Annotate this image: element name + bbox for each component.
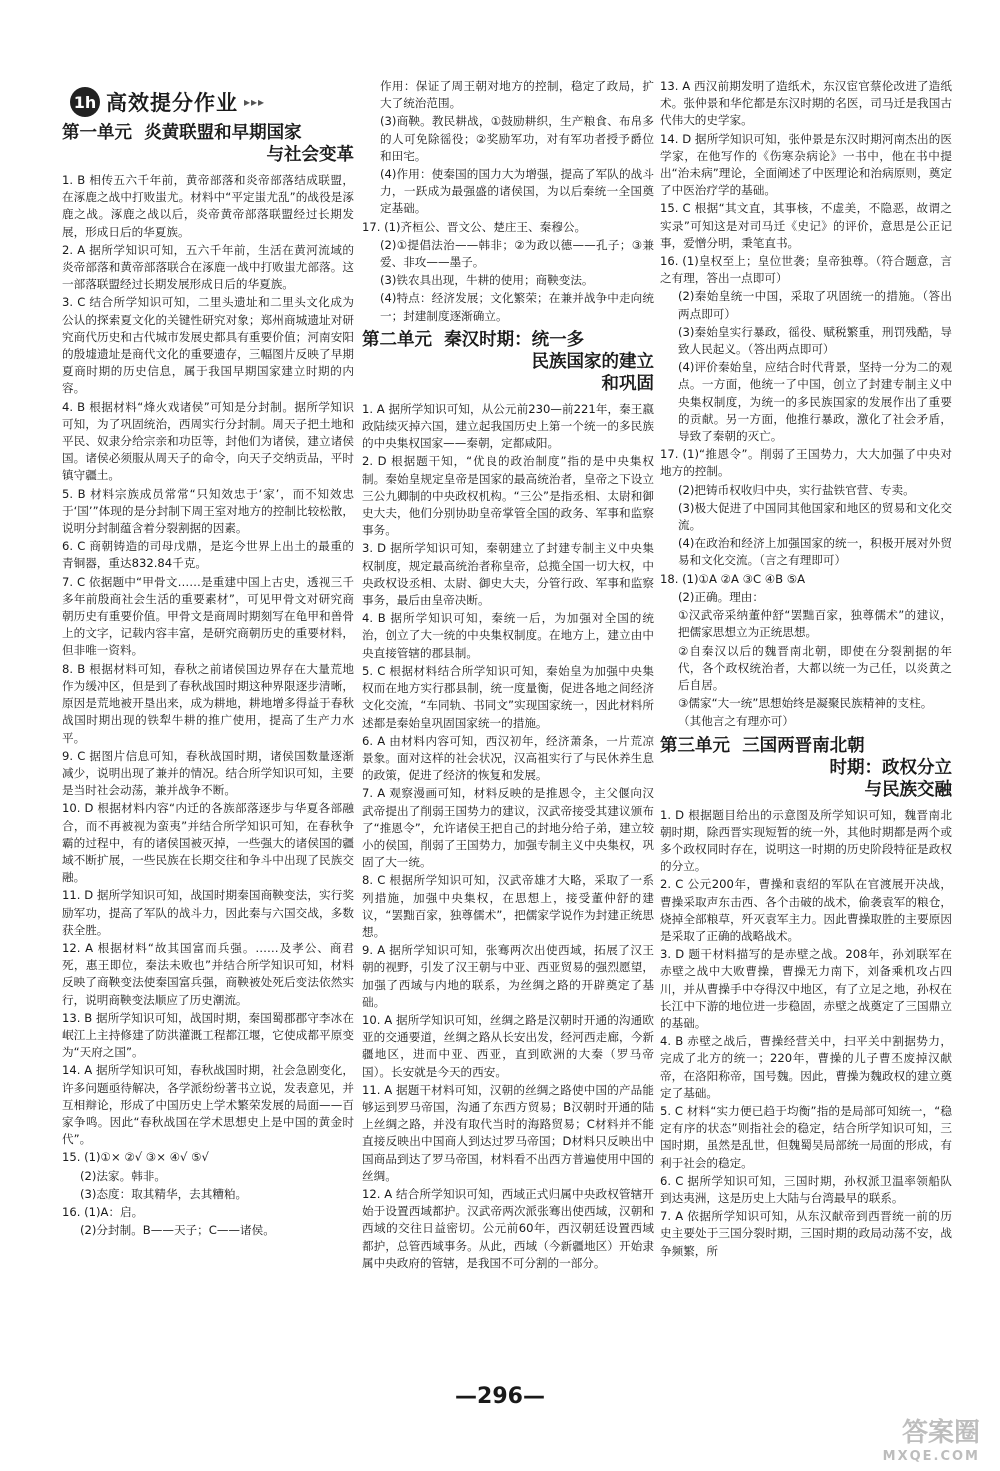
answer-item: (3)态度：取其精华，去其糟粕。 [80,1186,248,1201]
answer-item: 12. A 根据材料“故其国富而兵强。……及孝公、商君死，惠王即位，秦法未败也”并结合所学知识可知，材料反映了商鞅变法使秦国富兵强，商鞅被处死后变法依然实行，说明商鞅变法顺应了历史潮流。 [62,940,354,1007]
answer-item: (3)秦始皇实行暴政，徭役、赋税繁重，刑罚残酷，导致人民起义。（答出两点即可） [678,324,952,357]
answer-item: 作用：保证了周王朝对地方的控制，稳定了政局，扩大了统治范围。 [380,79,654,111]
answer-item: ②自秦汉以后的魏晋南北朝，即使在分裂割据的年代，各个政权统治者，大都以统一为己任，以炎黄之后自居。 [678,643,952,692]
answer-item: 18. (1)①A ②A ③C ④B ⑤A [660,571,806,586]
answer-item: 17. (1)齐桓公、晋文公、楚庄王、秦穆公。 [362,219,587,234]
answer-item: 17. (1)“推恩令”。削弱了王国势力，大大加强了中央对地方的控制。 [660,447,952,479]
answer-item: (4)评价秦始皇，应结合时代背景，坚持一分为二的观点。一方面，他统一了中国，创立了封建专制主义中央集权制度，为统一的多民族国家的发展作出了重要的贡献。另一方面，他推行暴政，激化了社会矛盾，导致了秦朝的灭亡。 [678,360,952,444]
answer-item: 4. B 根据材料“烽火戏诸侯”可知是分封制。据所学知识可知，为了巩固统治，西周实行分封制。周天子把土地和平民、奴隶分给宗亲和功臣等，封他们为诸侯，建立诸侯国。诸侯必须服从周天子的命令，向天子交纳贡品，平时镇守疆土。 [62,399,354,483]
answer-item: 4. B 据所学知识可知，秦统一后，为加强对全国的统治，创立了大一统的中央集权制度。在地方上，建立由中央直接管辖的郡县制。 [362,611,654,660]
answer-item: 6. C 据所学知识可知，三国时期，孙权派卫温率领船队到达夷洲，这是历史上大陆与台湾最早的联系。 [660,1173,952,1205]
answer-item: 10. A 据所学知识可知，丝绸之路是汉朝时开通的沟通欧亚的交通要道，丝绸之路从长安出发，经河西走廊，今新疆地区，进而中亚、西亚，直到欧洲的大秦（罗马帝国）。长安就是今天的西安。 [362,1012,654,1079]
answer-item: 11. D 据所学知识可知，战国时期秦国商鞅变法，实行奖励军功，提高了军队的战斗力，因此秦与六国交战，多数获全胜。 [62,888,354,937]
answer-item: 6. C 商朝铸造的司母戊鼎，是迄今世界上出土的最重的青铜器，重达832.84千克。 [62,539,354,571]
answer-item: (3)铁农具出现，牛耕的使用；商鞅变法。 [380,273,594,288]
answer-list [362,78,654,325]
answer-item: 2. C 公元200年，曹操和袁绍的军队在官渡展开决战，曹操采取声东击西、各个击破的战术，偷袭袁军的粮仓，烧掉全部粮草，歼灭袁军主力。因此曹操取胜的主要原因是采取了正确的战略战术。 [660,877,952,943]
answer-item: 3. D 题干材料描写的是赤壁之战。208年，孙刘联军在赤壁之战中大败曹操，曹操无力南下，刘备乘机攻占四川，并从曹操手中夺得汉中地区，有了立足之地，孙权在长江中下游的地位进一步稳固，赤壁之战奠定了三国鼎立的基础。 [660,947,952,1030]
unit-2-heading: 第二单元 秦汉时期：统一多 民族国家的建立 和巩固 [362,329,654,394]
answer-item: 8. C 根据所学知识可知，汉武帝雄才大略，采取了一系列措施，加强中央集权，在思想上，接受董仲舒的建议，“罢黜百家，独尊儒术”，把儒家学说作为封建正统思想。 [362,873,654,939]
answer-item: 13. B 据所学知识可知，战国时期，秦国蜀郡郡守李冰在岷江上主持修建了防洪灌溉工程都江堰，它使成都平原变为“天府之国”。 [62,1010,354,1060]
answer-item: 2. A 据所学知识可知，五六千年前，生活在黄河流域的炎帝部落和黄帝部落联合在涿鹿一战中打败蚩尤部落。这一部落联盟经过长期发展形成日后的华夏族。 [62,242,354,292]
answer-item: 8. B 根据材料可知，春秋之前诸侯国边界存在大量荒地作为缓冲区，但是到了春秋战国时期这种界限逐步清晰，原因是荒地被开垦出来，成为耕地，耕地增多得益于春秋战国时期出现的铁犁牛耕的推广使用，提高了生产力水平。 [62,661,354,745]
answer-item: (2)分封制。B——天子；C——诸侯。 [80,1223,275,1238]
answer-item: 9. C 据图片信息可知，春秋战国时期，诸侯国数量逐渐减少，说明出现了兼并的情况。结合所学知识可知，主要是当时社会动荡，兼并战争不断。 [62,748,354,798]
answer-item: (2)正确。理由： [678,589,764,604]
answer-item: 1. D 根据题目给出的示意图及所学知识可知，魏晋南北朝时期，除西晋实现短暂的统一外，其他时期都是两个或多个政权同时存在，说明这一时期的历史阶段特征是政权的分立。 [660,807,952,874]
unit-1-heading: 第一单元 炎黄联盟和早期国家 与社会变革 [62,123,354,165]
answer-item: 15. C 根据“其文直，其事核，不虚美，不隐恶，故谓之实录”可知这是对司马迁《史记》的评价，意思是公正记事，爱憎分明，秉笔直书。 [660,201,952,250]
arrows-icon: ▸▸▸ [244,95,266,109]
answer-item: (3)极大促进了中国同其他国家和地区的贸易和文化交流。 [678,500,952,533]
answer-item: 9. A 据所学知识可知，张骞两次出使西域，拓展了汉王朝的视野，引发了汉王朝与中亚、西亚贸易的强烈愿望，加强了西域与内地的联系，为丝绸之路的开辟奠定了基础。 [362,943,654,1009]
section-title: 高效提分作业 [106,91,238,115]
unit-3-heading: 第三单元 三国两晋南北朝 时期：政权分立 与民族交融 [660,735,952,800]
answer-item: 10. D 根据材料内容“内迁的各族部落逐步与华夏各部融合，而不再被视为蛮夷”并结合所学知识可知，在春秋争霸的过程中，有的诸侯国被灭掉，一些强大的诸侯国的疆域不断扩展，一些民族在长期交往和争斗中出现了民族交融。 [62,801,354,885]
answer-item: 2. D 根据题干知，“优良的政治制度”指的是中央集权制。秦始皇规定皇帝是国家的最高统治者，皇帝之下设立三公九卿制的中央政权机构。“三公”是指丞相、太尉和御史大夫，他们分别协助皇帝掌管全国的政务、军事和监察事务。 [362,454,654,538]
answer-item: (2)①提倡法治——韩非；②为政以德——孔子；③兼爱、非攻——墨子。 [380,237,654,270]
answer-list [62,172,354,1239]
answer-item: 6. A 由材料内容可知，西汉初年，经济萧条，一片荒凉景象。面对这样的社会状况，汉高祖实行了与民休养生息的政策，促进了经济的恢复和发展。 [362,733,654,783]
answer-item: 5. B 材料宗族成员常常“只知效忠于‘家’，而不知效忠于‘国’”体现的是分封制下周王室对地方的控制比较松散，说明分封制蕴含着分裂割据的因素。 [62,486,354,536]
answer-item: (2)把铸币权收归中央，实行盐铁官营、专卖。 [678,482,915,497]
answer-item: (2)法家。韩非。 [80,1168,166,1183]
column-3 [660,78,952,1408]
answer-item: 12. A 结合所学知识可知，西域正式归属中央政权管辖开始于设置西域都护。汉武帝两次派张骞出使西域，汉朝和西域的交往日益密切。公元前60年，西汉朝廷设置西域都护，总管西域事务。从此，西域（今新疆地区）开始隶属中央政府的管辖，是我国不可分割的一部分。 [362,1186,654,1270]
answer-item: 7. C 依据题中“甲骨文……是重建中国上古史，透视三千多年前殷商社会生活的重要素材”，可见甲骨文对研究商朝历史有重要价值。甲骨文是商周时期刻写在龟甲和兽骨上的文字，记载内容丰富，是研究商朝历史的重要材料，但非唯一资料。 [62,574,354,658]
answer-item: ①汉武帝采纳董仲舒“罢黜百家，独尊儒术”的建议，把儒家思想立为正统思想。 [678,608,952,640]
answer-item: (4)作用：使秦国的国力大为增强，提高了军队的战斗力，一跃成为最强盛的诸侯国，为以后秦统一全国奠定基础。 [380,167,654,216]
answer-list [660,807,952,1260]
watermark-logo: 答案圈 MXQE.COM [882,1418,980,1464]
answer-item: (2)秦始皇统一中国，采取了巩固统一的措施。（答出两点即可） [678,289,952,321]
answer-item: 5. C 根据材料结合所学知识可知，秦始皇为加强中央集权而在地方实行郡县制，统一度量衡，促进各地之间经济文化交流，“车同轨、书同文”实现国家统一，因此材料所述都是秦始皇巩固国家统一的措施。 [362,663,654,730]
answer-item: 1. A 据所学知识可知，从公元前230—前221年，秦王嬴政陆续灭掉六国，建立起我国历史上第一个统一的多民族的中央集权国家——秦朝，定都咸阳。 [362,401,654,451]
logo-icon: 1h [70,87,100,117]
answer-item: （其他言之有理亦可） [678,714,794,729]
answer-list [362,401,654,1272]
column-1 [62,78,354,1398]
answer-item: 14. A 据所学知识可知，春秋战国时期，社会急剧变化，许多问题亟待解决，各学派纷纷著书立说，发表意见，并互相辩论，形成了中国历史上学术繁荣发展的局面——百家争鸣。因此“春秋战国在学术思想史上是中国的黄金时代”。 [62,1063,354,1147]
answer-item: 14. D 据所学知识可知，张仲景是东汉时期河南杰出的医学家，在他写作的《伤寒杂病论》一书中，他在书中提出“治未病”理论，全面阐述了中医理论和治病原则，奠定了中医治疗学的基础。 [660,131,952,198]
answer-item: 3. D 据所学知识可知，秦朝建立了封建专制主义中央集权制度，规定最高统治者称皇帝，总揽全国一切大权，中央政权设丞相、太尉、御史大夫，分管行政、军事和监察事务，最后由皇帝决断。 [362,541,654,608]
answer-item: (4)特点：经济发展；文化繁荣；在兼并战争中走向统一；封建制度逐渐确立。 [380,291,654,323]
answer-item: 4. B 赤壁之战后，曹操经营关中，扫平关中割据势力，完成了北方的统一；220年，曹操的儿子曹丕废掉汉献帝，在洛阳称帝，国号魏。因此，曹操为魏政权的建立奠定了基础。 [660,1034,952,1100]
answer-item: (3)商鞅。教民耕战，①鼓励耕织，生产粮食、布帛多的人可免除徭役；②奖励军功，对有军功者授予爵位和田宅。 [380,114,654,163]
answer-item: 11. A 据题干材料可知，汉朝的丝绸之路使中国的产品能够运到罗马帝国，沟通了东西方贸易；B汉朝时开通的陆上丝绸之路，并没有取代当时的海路贸易；C材料并不能直接反映出中国商人到达过罗马帝国；D材料只反映出中国商品到达了罗马帝国，材料看不出西方普遍使用中国的丝绸。 [362,1082,654,1183]
answer-item: 3. C 结合所学知识可知，二里头遗址和二里头文化成为公认的探索夏文化的关键性研究对象；郑州商城遗址对研究商代历史和古代城市发展史都具有重要价值；河南安阳的殷墟遗址是商代文化的重要遗存，三幅图片反映了早期夏商时期的历史信息，属于我国早期国家建立时期的内容。 [62,295,354,396]
answer-item: 16. (1)皇权至上；皇位世袭；皇帝独尊。（符合题意，言之有理，答出一点即可） [660,254,952,286]
answer-item: 7. A 依据所学知识可知，从东汉献帝到西晋统一前的历史主要处于三国分裂时期，三国时期的政局动荡不安，战争频繁，所 [660,1209,952,1258]
answer-item: (4)在政治和经济上加强国家的统一，积极开展对外贸易和文化交流。（言之有理即可） [678,536,952,568]
column-2 [362,78,654,1408]
answer-item: 16. (1)A：启。 [62,1204,144,1219]
page-number: —296— [455,1384,545,1409]
answer-item: 15. (1)①× ②√ ③× ④√ ⑤√ [62,1150,209,1165]
answer-item: 5. C 材料“实力便已趋于均衡”指的是局部可知统一，“稳定有序的状态”则指社会的稳定，结合所学知识可知，三国时期，虽然是乱世，但魏蜀吴局部统一局面的形成，有利于社会的稳定。 [660,1103,952,1170]
answer-item: 7. A 观察漫画可知，材料反映的是推恩令，主父偃向汉武帝提出了削弱王国势力的建议，汉武帝接受其建议颁布了“推恩令”，允许诸侯王把自己的封地分给子弟，建立较小的侯国，削弱了王国势力，加强专制主义中央集权，巩固了大一统。 [362,786,654,870]
answer-item: 1. B 相传五六千年前，黄帝部落和炎帝部落结成联盟，在涿鹿之战中打败蚩尤。材料中“平定蚩尤乱”的战役是涿鹿之战。涿鹿之战以后，炎帝黄帝部落联盟经过长期发展，形成日后的华夏族。 [62,173,354,239]
answer-item: ③儒家“大一统”思想始终是凝聚民族精神的支柱。 [678,696,933,711]
answer-item: 13. A 西汉前期发明了造纸术，东汉宦官蔡伦改进了造纸术。张仲景和华佗都是东汉时期的名医，司马迁是我国古代伟大的史学家。 [660,79,952,128]
answer-list [660,78,952,731]
